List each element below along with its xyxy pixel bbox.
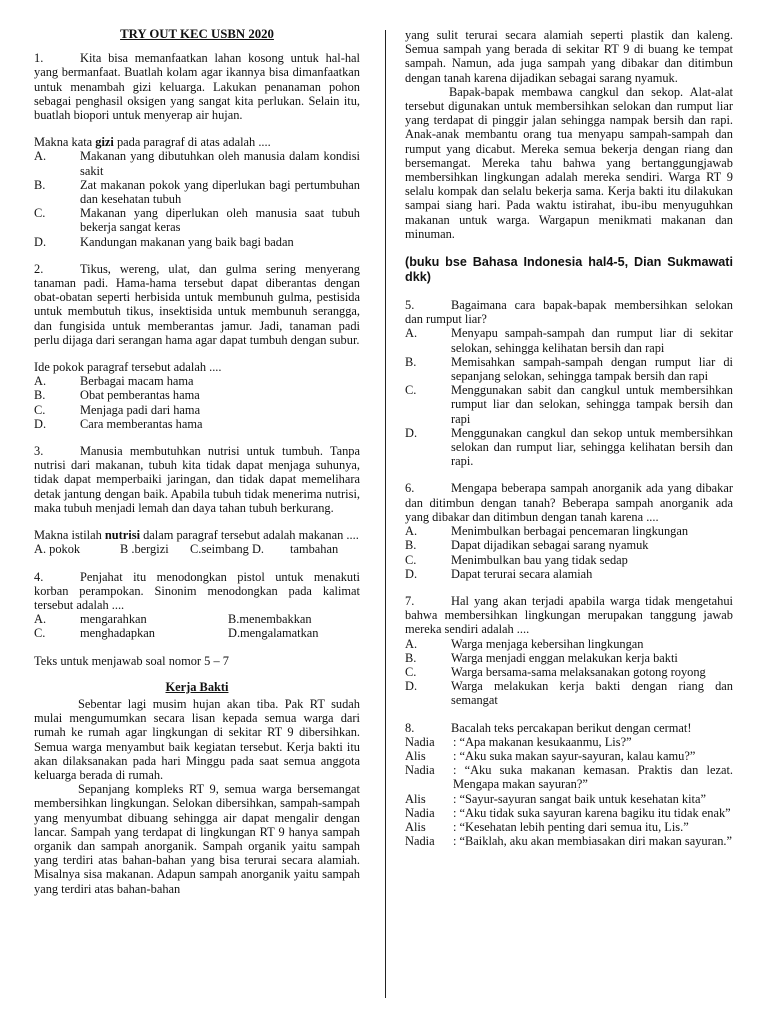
option-a[interactable]: A. mengarahkan	[34, 612, 147, 627]
option-a[interactable]: A. Berbagai macam hama	[34, 374, 194, 389]
passage-paragraph: Sebentar lagi musim hujan akan tiba. Pak RT sudah mulai mengumumkan secara lisan kepada semua warga dari rumah ke rumah agar lingkungan di sekitar RT 9 dibersihkan. Semua warga menyambut baik kegiatan tersebut. Kerja bakti itu akan dilaksanakan pada hari Minggu pada saat semua anggota keluarga berada di rumah.	[34, 696, 360, 782]
option-d[interactable]: D. Kandungan makanan yang baik bagi badan	[34, 234, 294, 249]
question-text: Bagaimana cara bapak-bapak membersihkan selokan dan rumput liar?	[405, 298, 733, 327]
option-d[interactable]: D. Menggunakan cangkul dan sekop untuk membersihkan selokan dan rumput liar, sehingga kelihatan bersih dan rapi.	[405, 425, 733, 469]
option-b[interactable]: B. Dapat dijadikan sebagai sarang nyamuk	[405, 538, 649, 553]
speaker: Nadia	[405, 805, 435, 820]
question-number: 5.	[405, 298, 415, 313]
option-d[interactable]: D. Warga melakukan kerja bakti dengan riang dan semangat	[405, 679, 733, 708]
option-d[interactable]: D. Dapat terurai secara alamiah	[405, 566, 593, 581]
option-c[interactable]: C. menghadapkan	[34, 626, 156, 641]
question-number: 7.	[405, 593, 415, 608]
option-d[interactable]: D. mengalamatkan	[228, 626, 319, 641]
option-b[interactable]: B. Warga menjadi enggan melakukan kerja bakti	[405, 650, 678, 665]
passage-title: Kerja Bakti	[165, 679, 229, 694]
option-c[interactable]: C. Warga bersama-sama melaksanakan gotong royong	[405, 664, 706, 679]
speaker: Nadia	[405, 834, 435, 849]
question-text: Manusia membutuhkan nutrisi untuk tumbuh. Tanpa nutrisi dari makanan, tubuh kita tidak dapat menjaga suhunya, tidak dapat memperbaiki jaringan, dan tidak dapat memelihara detak jantung dengan baik. Apabila tubuh tidak menerima nutrisi, maka tubuh menjadi lemah dan daya tahan tubuh berkurang.	[34, 444, 360, 515]
question-prompt: Makna istilah nutrisi dalam paragraf tersebut adalah makanan ....	[34, 528, 359, 543]
inline-options	[34, 542, 360, 556]
question-number: 6.	[405, 481, 415, 496]
keyword: nutrisi	[104, 528, 141, 543]
option-a[interactable]: A. Warga menjaga kebersihan lingkungan	[405, 636, 644, 651]
right-column	[405, 28, 733, 1014]
option-b[interactable]: B .bergizi	[120, 542, 169, 557]
dialog-line: Alis : “Kesehatan lebih penting dari semua itu, Lis.”	[405, 819, 689, 834]
column-divider	[385, 30, 386, 998]
speaker: Alis	[405, 791, 426, 806]
option-d[interactable]: D. Cara memberantas hama	[34, 416, 203, 431]
speaker: Nadia	[405, 763, 435, 778]
option-b[interactable]: B. Zat makanan pokok yang diperlukan bagi pertumbuhan dan kesehatan tubuh	[34, 177, 360, 207]
passage-intro: Teks untuk menjawab soal nomor 5 – 7	[34, 653, 229, 668]
question-4	[34, 570, 360, 641]
option-c[interactable]: C. Menggunakan sabit dan cangkul untuk membersihkan rumput liar dan selokan, sehingga tampak bersih dan rapi	[405, 383, 733, 426]
question-text: Penjahat itu menodongkan pistol untuk menakuti korban perampokan. Sinonim menodongkan pada kalimat tersebut adalah ....	[34, 569, 360, 612]
option-c[interactable]: C.seimbang D.	[190, 542, 264, 557]
option-a[interactable]: A. Menimbulkan berbagai pencemaran lingkungan	[405, 524, 689, 539]
question-number: 2.	[34, 261, 44, 276]
option-a[interactable]: A. Menyapu sampah-sampah dan rumput liar di sekitar selokan, sehingga kelihatan bersih dan rapi	[405, 326, 733, 355]
option-c[interactable]: C. Menjaga padi dari hama	[34, 402, 201, 417]
option-d[interactable]: tambahan	[290, 542, 339, 557]
question-prompt: Makna kata gizi pada paragraf di atas adalah ....	[34, 135, 271, 150]
question-prompt: Ide pokok paragraf tersebut adalah ....	[34, 360, 222, 375]
speaker: Alis	[405, 748, 426, 763]
question-5	[405, 298, 733, 468]
option-b[interactable]: B. Obat pemberantas hama	[34, 388, 200, 403]
question-3	[34, 444, 360, 556]
speaker: Alis	[405, 819, 426, 834]
passage-source: (buku bse Bahasa Indonesia hal4-5, Dian Sukmawati dkk)	[405, 255, 733, 285]
dialog-line: Alis : “Aku suka makan sayur-sayuran, kalau kamu?”	[405, 748, 696, 763]
question-text: Mengapa beberapa sampah anorganik ada yang dibakar dan ditimbun dengan tanah? Beberapa sampah anorganik ada yang dibakar dan ditimbun dengan tanah karena ....	[405, 481, 733, 524]
option-c[interactable]: C. Makanan yang diperlukan oleh manusia saat tubuh bekerja sangat keras	[34, 206, 360, 235]
option-a[interactable]: A. Makanan yang dibutuhkan oleh manusia dalam kondisi sakit	[34, 149, 360, 178]
question-text: Bacalah teks percakapan berikut dengan cermat!	[451, 720, 692, 735]
option-b[interactable]: B. menembakkan	[228, 612, 312, 627]
option-grid	[34, 612, 360, 640]
speaker: Nadia	[405, 734, 435, 749]
question-number: 4.	[34, 569, 44, 584]
question-text: Hal yang akan terjadi apabila warga tidak mengetahui bahwa membersihkan lingkungan merupakan tanggung jawab mereka sendiri adalah ....	[405, 593, 733, 637]
option-a[interactable]: A. pokok	[34, 542, 81, 557]
dialog-line: Nadia : “Aku suka makanan kemasan. Praktis dan lezat. Mengapa makan sayuran?”	[405, 763, 733, 792]
question-6	[405, 481, 733, 580]
dialog-line: Nadia : “Aku tidak suka sayuran karena bagiku itu tidak enak”	[405, 805, 731, 820]
dialog-line: Alis : “Sayur-sayuran sangat baik untuk kesehatan kita”	[405, 791, 706, 806]
question-7	[405, 594, 733, 708]
question-8	[405, 721, 733, 849]
passage-paragraph: yang sulit terurai secara alamiah seperti plastik dan kaleng. Semua sampah yang berada di sekitar RT 9 di buang ke tempat sampah. Namun, ada juga sampah yang dibakar dan ditimbun dengan tanah karena dijadikan sebagai sarang nyamuk.	[405, 28, 733, 85]
option-b[interactable]: B. Memisahkan sampah-sampah dengan rumput liar di sepanjang selokan, sehingga tampak bersih dan rapi	[405, 354, 733, 384]
question-2	[34, 262, 360, 431]
question-number: 3.	[34, 444, 44, 459]
page-title: TRY OUT KEC USBN 2020	[120, 27, 274, 41]
keyword: gizi	[95, 135, 114, 150]
dialog-line: Nadia : “Apa makanan kesukaanmu, Lis?”	[405, 734, 632, 749]
passage-paragraph: Sepanjang kompleks RT 9, semua warga bersemangat membersihkan lingkungan. Selokan dibersihkan, sampah-sampah yang menyumbat dibuang sehingga air dapat mengalir dengan lancar. Sampah yang terdapat di lingkungan RT 9 hanya sampah organik dan sampah anorganik. Sampah organik yaitu sampah yang terdiri atas bahan-bahan yang bisa terurai secara alamiah. Misalnya sisa makanan. Adapun sampah anorganik yaitu sampah yang terdiri atas bahan-bahan	[34, 782, 360, 896]
question-text: Tikus, wereng, ulat, dan gulma sering menyerang tanaman padi. Hama-hama tersebut dapat diberantas dengan obat-obatan seperti herbisida untuk membunuh gulma, pestisida untuk membutuh tikus, insektisida untuk membunuh serangga, dan fungisida untuk memberantas jamur. Jadi, tanaman padi perlu dijaga dari serangan hama agar dapat tumbuh dengan subur.	[34, 261, 360, 347]
left-column	[34, 26, 360, 1012]
passage-paragraph: Bapak-bapak membawa cangkul dan sekop. Alat-alat tersebut digunakan untuk membersihkan selokan dan rumput liar yang terdapat di pinggir jalan sehingga nampak bersih dan rapi. Anak-anak membantu orang tua menyapu sampah-sampah dan rumput yang dicabut. Mereka semua bekerja dengan riang dan bersemangat. Mereka tahu bahwa yang bertanggungjawab membersihkan lingkungan adalah mereka sendiri. Warga RT 9 selalu kompak dan selalu bekerja sama. Kerja bakti itu dilakukan sampai siang hari. Pada waktu istirahat, ibu-ibu menyuguhkan makanan untuk warga. Wargapun menikmati makanan dan minuman.	[405, 84, 733, 241]
question-number: 8.	[405, 720, 415, 735]
option-c[interactable]: C. Menimbulkan bau yang tidak sedap	[405, 552, 628, 567]
question-text: Kita bisa memanfaatkan lahan kosong untuk hal-hal yang bermanfaat. Buatlah kolam agar ikannya bisa dimanfaatkan untuk menambah gizi keluarga. Lakukan penanaman pohon sebagai penghasil oksigen yang sangat kita perlukan. Selain itu, buatlah biopori untuk menyerap air hujan.	[34, 51, 360, 123]
question-number: 1.	[34, 51, 44, 66]
question-1	[34, 51, 360, 249]
dialog-line: Nadia : “Baiklah, aku akan membiasakan diri makan sayuran.”	[405, 834, 733, 849]
